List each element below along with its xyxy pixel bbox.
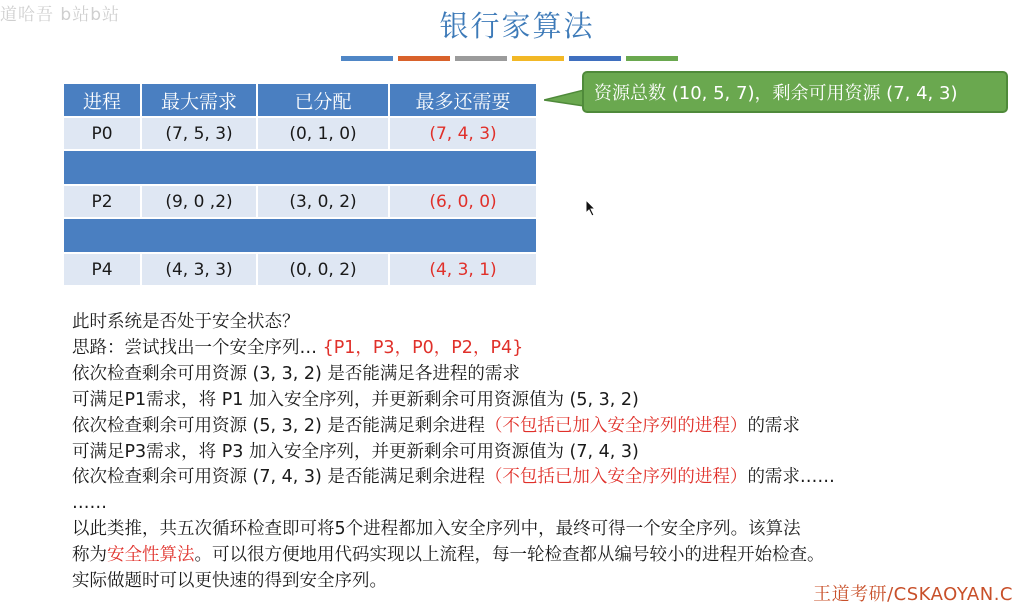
stripe bbox=[455, 56, 507, 61]
text-line: 可满足P1需求，将 P1 加入安全序列，并更新剩余可用资源值为 (5, 3, 2) bbox=[72, 389, 639, 410]
text-span: 的需求 bbox=[747, 415, 800, 436]
text-line bbox=[72, 336, 835, 362]
watermark: 道哈吾 b站b站 bbox=[0, 5, 120, 25]
callout-tail bbox=[544, 88, 584, 108]
cell-need: (7, 4, 3) bbox=[389, 117, 537, 150]
stripe bbox=[341, 56, 393, 61]
text-line: 可满足P3需求，将 P3 加入安全序列，并更新剩余可用资源值为 (7, 4, 3) bbox=[72, 441, 639, 462]
header-need: 最多还需要 bbox=[389, 83, 537, 117]
explanation-text bbox=[72, 310, 835, 595]
table-row bbox=[63, 253, 537, 286]
header-max: 最大需求 bbox=[141, 83, 257, 117]
text-line: 此时系统是否处于安全状态？ bbox=[72, 312, 300, 332]
header-alloc: 已分配 bbox=[257, 83, 389, 117]
brand-logo-text: 王道考研/CSKAOYAN.C bbox=[813, 584, 1013, 605]
text-span: 思路：尝试找出一个安全序列… bbox=[72, 337, 323, 358]
table-row-hidden bbox=[63, 218, 537, 253]
highlight-span: （不包括已加入安全序列的进程） bbox=[484, 415, 748, 436]
page-title: 银行家算法 bbox=[439, 9, 595, 43]
text-span: 的需求…… bbox=[747, 467, 835, 488]
highlight-span: 安全性算法 bbox=[107, 545, 195, 566]
mouse-cursor-icon bbox=[585, 199, 597, 217]
stripe bbox=[626, 56, 678, 61]
cell-process: P0 bbox=[63, 117, 141, 150]
stripe bbox=[569, 56, 621, 61]
banker-table bbox=[62, 82, 538, 287]
stripe bbox=[398, 56, 450, 61]
cell-alloc: (0, 1, 0) bbox=[257, 117, 389, 150]
cell-process: P4 bbox=[63, 253, 141, 286]
table-row bbox=[63, 185, 537, 218]
cell-alloc: (3, 0, 2) bbox=[257, 185, 389, 218]
text-span: 依次检查剩余可用资源 (7, 4, 3) 是否能满足剩余进程 bbox=[72, 467, 485, 488]
table-header-row bbox=[63, 83, 537, 117]
table-row-hidden bbox=[63, 150, 537, 185]
text-span: 称为 bbox=[72, 545, 107, 566]
highlight-span: （不包括已加入安全序列的进程） bbox=[484, 467, 748, 488]
cell-need: (4, 3, 1) bbox=[389, 253, 537, 286]
title-stripes bbox=[341, 56, 678, 61]
text-span: 依次检查剩余可用资源 (5, 3, 2) 是否能满足剩余进程 bbox=[72, 415, 485, 436]
text-line: 依次检查剩余可用资源 (3, 3, 2) 是否能满足各进程的需求 bbox=[72, 363, 520, 384]
hidden-cell bbox=[63, 150, 537, 185]
text-line: 实际做题时可以更快速的得到安全序列。 bbox=[72, 571, 387, 592]
text-line bbox=[72, 414, 835, 440]
table-row bbox=[63, 117, 537, 150]
text-line: …… bbox=[72, 493, 107, 514]
cell-process: P2 bbox=[63, 185, 141, 218]
hidden-cell bbox=[63, 218, 537, 253]
text-line bbox=[72, 465, 835, 491]
cell-max: (7, 5, 3) bbox=[141, 117, 257, 150]
stripe bbox=[512, 56, 564, 61]
cell-need: (6, 0, 0) bbox=[389, 185, 537, 218]
text-line bbox=[72, 543, 835, 569]
resource-callout: 资源总数 (10, 5, 7)，剩余可用资源 (7, 4, 3) bbox=[582, 71, 1008, 113]
cell-max: (9, 0 ,2) bbox=[141, 185, 257, 218]
text-span: 。可以很方便地用代码实现以上流程，每一轮检查都从编号较小的进程开始检查。 bbox=[194, 545, 825, 566]
cell-alloc: (0, 0, 2) bbox=[257, 253, 389, 286]
safe-sequence: {P1，P3，P0，P2，P4} bbox=[322, 337, 524, 358]
header-process: 进程 bbox=[63, 83, 141, 117]
cell-max: (4, 3, 3) bbox=[141, 253, 257, 286]
text-line: 以此类推，共五次循环检查即可将5个进程都加入安全序列中，最终可得一个安全序列。该算法 bbox=[72, 519, 801, 540]
